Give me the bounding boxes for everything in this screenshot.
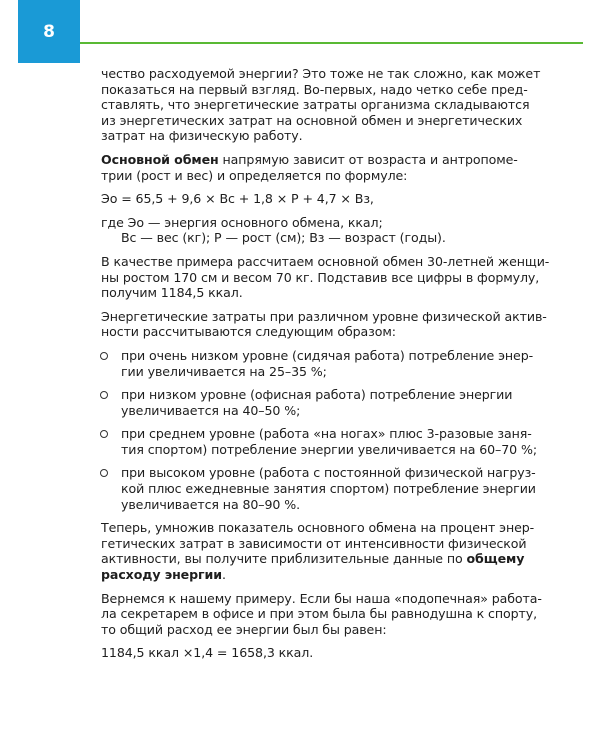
intro-line: чество расходуемой энергии? Это тоже не так сложно, как может: [101, 66, 541, 81]
circle-bullet-icon: [100, 352, 108, 360]
conclusion-line: [101, 567, 557, 583]
intro-line: показаться на первый взгляд. Во-первых, надо четко себе пред-: [101, 81, 528, 97]
activity-list: [101, 348, 557, 512]
list-line: при среднем уровне (работа «на ногах» плюс 3-разовые заня-: [121, 426, 532, 442]
conclusion-term: общему: [466, 551, 525, 567]
intro-line: затрат на физическую работу.: [101, 128, 303, 144]
list-line: тия спортом) потребление энергии увеличивается на 60–70 %;: [121, 441, 537, 457]
conclusion-line: [101, 551, 557, 567]
circle-bullet-icon: [100, 430, 108, 438]
return-line: Вернемся к нашему примеру. Если бы наша «подопечная» работа-: [101, 590, 542, 606]
legend-line: Вс — вес (кг); Р — рост (см); Вз — возраст (годы).: [121, 230, 446, 246]
bmr-line-rest: напрямую зависит от возраста и антропоме-: [218, 151, 518, 167]
circle-bullet-icon: [100, 469, 108, 477]
intro-paragraph: [101, 66, 557, 144]
list-line: увеличивается на 80–90 %.: [121, 496, 300, 512]
formula-legend: [101, 215, 557, 246]
example-paragraph: [101, 254, 557, 301]
list-line: кой плюс ежедневные занятия спортом) потребление энергии: [121, 481, 536, 497]
return-paragraph: [101, 591, 557, 638]
list-line: при очень низком уровне (сидячая работа) потребление энер-: [121, 347, 534, 363]
list-line: при высоком уровне (работа с постоянной физической нагруз-: [121, 465, 536, 481]
list-line: увеличивается на 40–50 %;: [121, 402, 301, 418]
example-line: ны ростом 170 см и весом 70 кг. Подставив все цифры в формулу,: [101, 269, 540, 285]
legend-line: где Эо — энергия основного обмена, ккал;: [101, 214, 383, 230]
list-item: [101, 465, 557, 512]
conclusion-paragraph: [101, 520, 557, 582]
bmr-line: [101, 152, 557, 168]
formula: Эо = 65,5 + 9,6 × Вс + 1,8 × Р + 4,7 × Вз,: [101, 191, 374, 207]
list-item: [101, 387, 557, 418]
bmr-paragraph: [101, 152, 557, 183]
intro-line: ставлять, что энергетические затраты организма складываются: [101, 97, 530, 113]
header-rule: [80, 42, 583, 44]
activity-line: Энергетические затраты при различном уровне физической актив-: [101, 308, 547, 324]
list-item: [101, 426, 557, 457]
page-body: [101, 66, 557, 661]
conclusion-term: расходу энергии: [101, 567, 222, 583]
list-item: [101, 348, 557, 379]
example-line: получим 1184,5 ккал.: [101, 285, 243, 301]
example-line: В качестве примера рассчитаем основной обмен 30-летней женщи-: [101, 253, 550, 269]
conclusion-text: активности, вы получите приблизительные данные по: [101, 551, 467, 567]
return-line: то общий расход ее энергии был бы равен:: [101, 621, 387, 637]
conclusion-text: .: [221, 567, 226, 583]
intro-line: из энергетических затрат на основной обмен и энергетических: [101, 112, 523, 128]
list-line: гии увеличивается на 25–35 %;: [121, 363, 327, 379]
bmr-line: трии (рост и вес) и определяется по формуле:: [101, 167, 408, 183]
list-line: при низком уровне (офисная работа) потребление энергии: [121, 387, 513, 403]
activity-line: ности рассчитываются следующим образом:: [101, 324, 396, 340]
circle-bullet-icon: [100, 391, 108, 399]
page-number: 8: [43, 21, 55, 42]
page-number-badge: [18, 0, 80, 63]
conclusion-line: гетических затрат в зависимости от интенсивности физической: [101, 535, 527, 551]
conclusion-line: Теперь, умножив показатель основного обмена на процент энер-: [101, 520, 535, 536]
bmr-term: Основной обмен: [101, 151, 219, 167]
result-line: 1184,5 ккал ×1,4 = 1658,3 ккал.: [101, 645, 314, 661]
return-line: ла секретарем в офисе и при этом была бы равнодушна к спорту,: [101, 606, 537, 622]
activity-intro: [101, 309, 557, 340]
